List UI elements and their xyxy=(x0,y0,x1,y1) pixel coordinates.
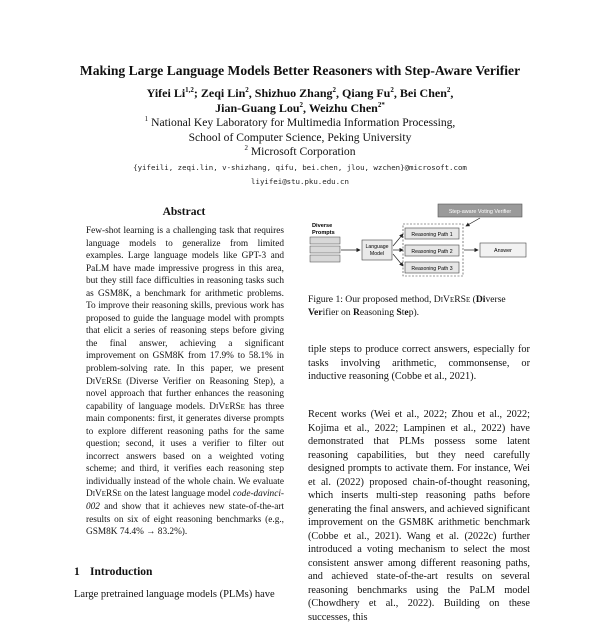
method-name: DiVeRSe xyxy=(86,376,122,387)
author-yifei-li: Yifei Li xyxy=(146,86,186,100)
section-title: Introduction xyxy=(90,566,153,578)
caption-text: p). xyxy=(408,306,420,318)
caption-text: ( xyxy=(470,294,476,305)
method-figure xyxy=(308,202,530,290)
caption-text: t xyxy=(401,306,405,318)
abstract-heading: Abstract xyxy=(162,206,206,218)
section-number: 1 xyxy=(74,566,80,578)
affiliations xyxy=(60,116,540,160)
author-affil-sup: 2 xyxy=(299,101,304,109)
corresponding-author-mark: * xyxy=(381,101,385,109)
abstract-body xyxy=(86,225,284,539)
author-list xyxy=(60,86,540,116)
email-line-1: {yifeili, zeqi.lin, v-shizhang, qifu, bei.chen, jlou, wzchen}@microsoft.com xyxy=(133,163,467,172)
language-model-box xyxy=(362,240,392,260)
body-paragraph-1: tiple steps to produce correct answers, especially for tasks involving arithmetic, commonsense, or inductive reasoning (Cobbe et al., 2021). xyxy=(308,344,530,382)
abstract-text-4: on the latest language model xyxy=(121,489,233,500)
body-paragraph-2: Recent works (Wei et al., 2022; Zhou et al., 2022; Kojima et al., 2022; Lampinen et al., 2022) have demonstrated that PLMs possess some latent reasoning capabilities, but they need carefully designed prompts to activate them. For instance, Wei et al. (2022) proposed chain-of-thought reasoning, which inserts multi-step reasoning paths before generating the final answers, and achieved significant improvement on the GSM8K arithmetic benchmark (Cobbe et al., 2021). Wang et al. (2022c) further introduced a voting mechanism to select the most consistent answer among different reasoning paths, and achieved state-of-the-art results on several reasoning benchmarks using the PaLM model (Chowdhery et al., 2022). Building on these successes, this xyxy=(308,409,530,623)
author-shizhuo-zhang: , Shizhuo Zhang xyxy=(248,86,333,100)
abstract-text-2: (Diverse Verifier on Reasoning Step), a novel approach that further enhances the reasoning capability of language models. xyxy=(86,376,284,412)
affil-line-2: School of Computer Science, Peking University xyxy=(188,130,412,144)
affil-sup-1: 1 xyxy=(144,115,149,124)
paper-title: Making Large Language Models Better Reasoners with Step-Aware Verifier xyxy=(79,63,521,78)
abstract-text-1: Few-shot learning is a challenging task that requires language models to generalize from limited examples. Large language models like GPT-3 and PaLM have made impressive progress in this area, but they still face difficulties in reasoning tasks such as GSM8K, a benchmark for arithmetic problems. To improve their reasoning skills, previous work has proposed to guide the language model with prompts that elicit a series of reasoning steps before giving the final answer, achieving a significant improvement on GSM8K from 17.9% to 58.1% in problem-solving rate. In this paper, we present xyxy=(86,226,284,375)
model-name: code-davinci-002 xyxy=(86,489,284,513)
reasoning-path-label: Reasoning Path 2 xyxy=(411,249,453,255)
reasoning-path-label: Reasoning Path 3 xyxy=(411,266,453,272)
caption-text: easoning xyxy=(359,306,397,318)
introduction-text: Large pretrained language models (PLMs) have xyxy=(74,589,275,600)
affil-line-3: Microsoft Corporation xyxy=(247,145,356,158)
author-separator: , xyxy=(450,86,454,100)
caption-bold: Di xyxy=(475,294,486,305)
abstract-text-5: and show that it achieves new state-of-the-art results on six of eight reasoning benchmarks (e.g., GSM8K 74.4% → 83.2%). xyxy=(86,502,284,538)
caption-bold: e xyxy=(404,306,409,318)
method-name: DiVeRSe xyxy=(209,401,245,412)
author-affil-sup: 2 xyxy=(377,101,382,109)
author-affil-sup: 2 xyxy=(390,86,394,94)
email-line-2: liyifei@stu.pku.edu.cn xyxy=(251,177,349,186)
answer-label: Answer xyxy=(494,248,512,254)
prompts-label: Prompts xyxy=(312,230,335,236)
caption-prefix: Figure 1: Our proposed method, xyxy=(308,294,434,305)
caption-bold: R xyxy=(352,306,360,318)
caption-text: ifier on xyxy=(322,306,353,318)
author-bei-chen: , Bei Chen xyxy=(393,86,447,100)
arrow xyxy=(393,234,403,246)
author-affil-sup: 2 xyxy=(245,86,249,94)
abstract-text-3: has three main components: first, it generates diverse prompts to explore different reasoning paths for the same question; second, it uses a verifier to filter out incorrect answers based on a weighted voting scheme; and third, it verifies each reasoning step individually instead of the whole chain. We evaluate xyxy=(86,401,285,487)
model-label: Language xyxy=(365,244,389,250)
figure-caption xyxy=(308,294,530,319)
author-jian-guang-lou: Jian-Guang Lou xyxy=(215,101,300,115)
prompt-box xyxy=(310,255,340,262)
verifier-label: Step-aware Voting Verifier xyxy=(448,209,512,215)
caption-text: verse xyxy=(485,294,506,305)
section-heading-introduction xyxy=(74,566,294,578)
method-name: DiVeRSe xyxy=(433,294,471,305)
method-name: DiVeRSe xyxy=(86,489,122,500)
prompt-box xyxy=(310,246,340,253)
author-affil-sup: 2 xyxy=(446,86,451,94)
arrow xyxy=(393,254,403,266)
affil-line-1: National Key Laboratory for Multimedia Information Processing, xyxy=(148,116,456,129)
caption-bold: Ver xyxy=(308,306,323,318)
author-zeqi-lin: ; Zeqi Lin xyxy=(193,86,246,100)
prompts-label: Diverse xyxy=(312,223,333,229)
arrow xyxy=(466,218,480,226)
model-label: Model xyxy=(369,251,385,257)
reasoning-path-label: Reasoning Path 1 xyxy=(411,232,453,238)
author-qiang-fu: , Qiang Fu xyxy=(336,86,391,100)
author-affil-sup: 2 xyxy=(332,86,336,94)
prompt-box xyxy=(310,237,340,244)
author-weizhu-chen: , Weizhu Chen xyxy=(303,101,378,115)
affil-sup-2: 2 xyxy=(244,144,248,153)
email-block xyxy=(40,161,560,189)
caption-bold: S xyxy=(396,306,402,318)
author-affil-sup: 1,2 xyxy=(185,86,194,94)
